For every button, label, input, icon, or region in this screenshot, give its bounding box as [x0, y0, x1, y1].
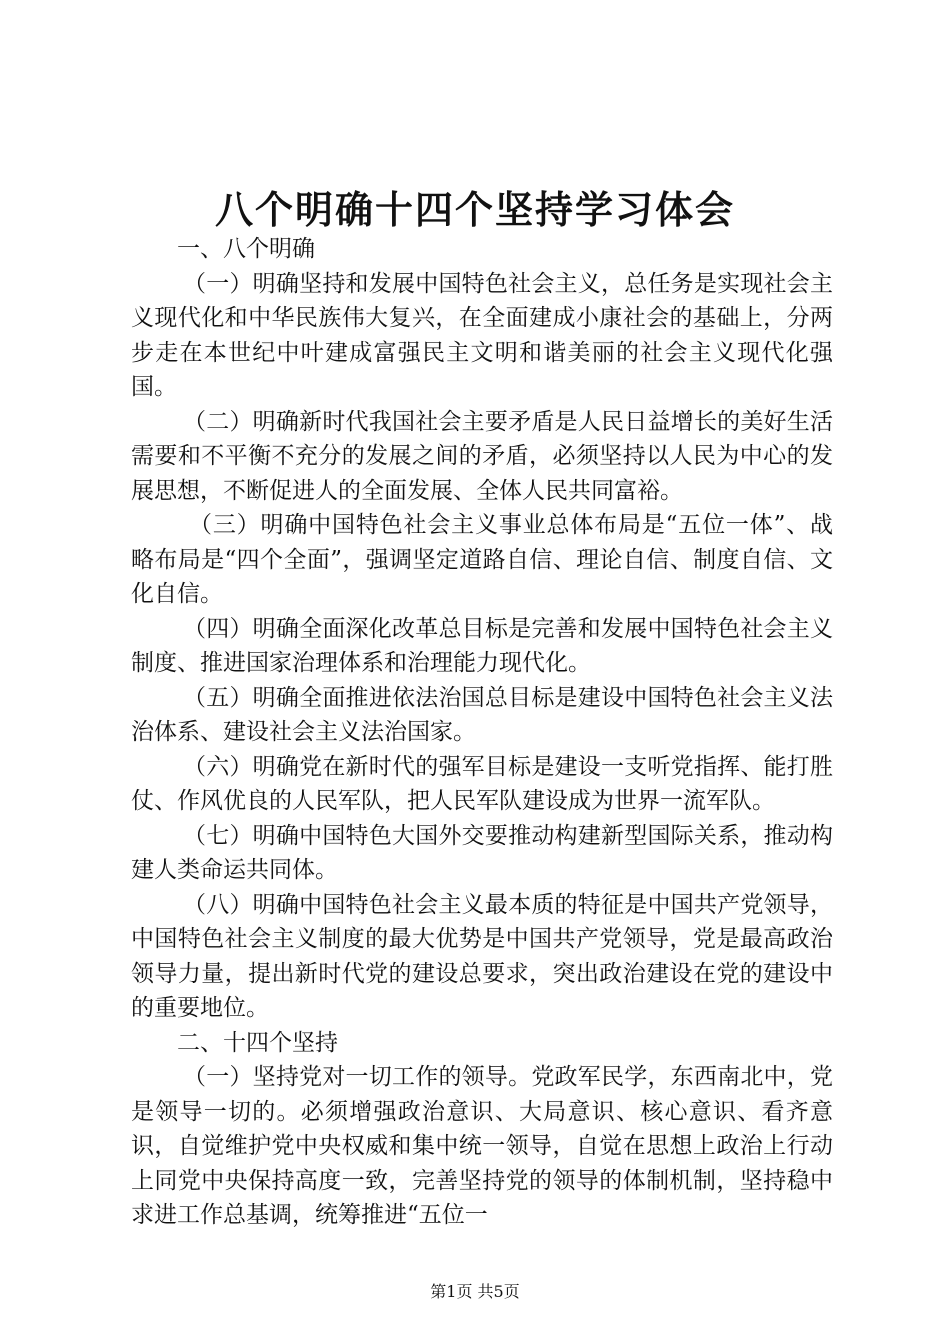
paragraph-clarification-3: （三）明确中国特色社会主义事业总体布局是“五位一体”、战略布局是“四个全面”，强调坚定道路自信、理论自信、制度自信、文化自信。 — [131, 512, 833, 607]
paragraph-clarification-5: （五）明确全面推进依法治国总目标是建设中国特色社会主义法治体系、建设社会主义法治国家。 — [131, 684, 833, 745]
page-footer: 第1页 共5页 — [430, 1282, 520, 1301]
paragraph-clarification-4: （四）明确全面深化改革总目标是完善和发展中国特色社会主义制度、推进国家治理体系和治理能力现代化。 — [131, 615, 833, 676]
paragraph-clarification-8: （八）明确中国特色社会主义最本质的特征是中国共产党领导，中国特色社会主义制度的最大优势是中国共产党领导，党是最高政治领导力量，提出新时代党的建设总要求，突出政治建设在党的建设中的重要地位。 — [131, 891, 833, 1021]
paragraph-clarification-2: （二）明确新时代我国社会主要矛盾是人民日益增长的美好生活需要和不平衡不充分的发展之间的矛盾，必须坚持以人民为中心的发展思想，不断促进人的全面发展、全体人民共同富裕。 — [131, 408, 833, 504]
document-title: 八个明确十四个坚持学习体会 — [214, 187, 735, 232]
paragraph-clarification-7: （七）明确中国特色大国外交要推动构建新型国际关系，推动构建人类命运共同体。 — [131, 822, 833, 883]
paragraph-adherence-1: （一）坚持党对一切工作的领导。党政军民学，东西南北中，党是领导一切的。必须增强政治意识、大局意识、核心意识、看齐意识，自觉维护党中央权威和集中统一领导，自觉在思想上政治上行动上同党中央保持高度一致，完善坚持党的领导的体制机制，坚持稳中求进工作总基调，统筹推进“五位一 — [131, 1064, 833, 1228]
paragraph-clarification-6: （六）明确党在新时代的强军目标是建设一支听党指挥、能打胜仗、作风优良的人民军队，把人民军队建设成为世界一流军队。 — [131, 753, 833, 814]
section-heading-fourteen-adherences: 二、十四个坚持 — [177, 1029, 338, 1056]
paragraph-clarification-1: （一）明确坚持和发展中国特色社会主义，总任务是实现社会主义现代化和中华民族伟大复兴，在全面建成小康社会的基础上，分两步走在本世纪中叶建成富强民主文明和谐美丽的社会主义现代化强国。 — [131, 270, 833, 400]
section-heading-eight-clarifications: 一、八个明确 — [177, 236, 315, 262]
document-body — [131, 232, 833, 1233]
